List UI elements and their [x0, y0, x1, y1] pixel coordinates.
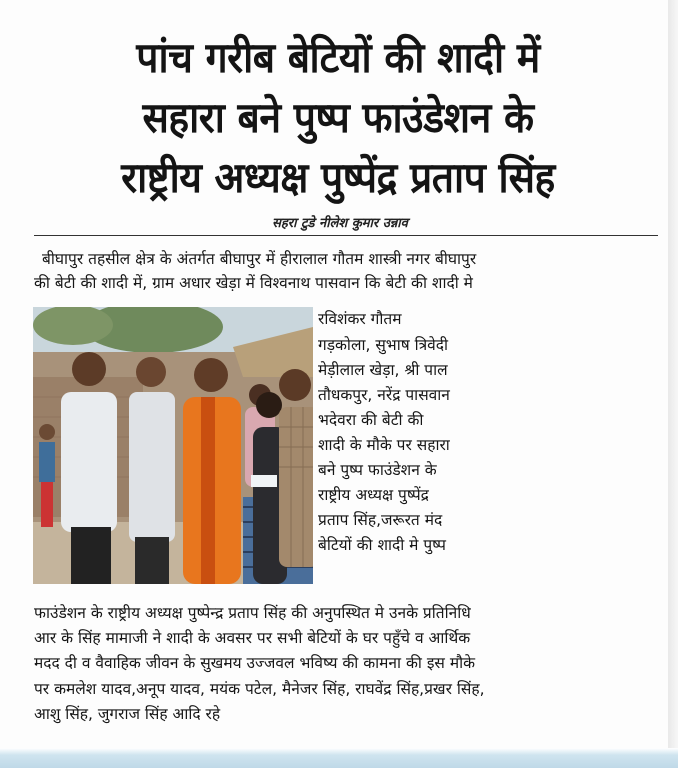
- body-line: प्रताप सिंह,जरूरत मंद: [318, 511, 443, 529]
- body-line: बेटियों की शादी मे पुष्प: [318, 536, 446, 554]
- body-line: गड़कोला, सुभाष त्रिवेदी: [318, 336, 449, 354]
- body-line: आशु सिंह, जुगराज सिंह आदि रहे: [34, 705, 221, 723]
- byline: सहरा टुडे नीलेश कुमार उन्नाव: [272, 216, 408, 231]
- body-line: तौधकपुर, नरेंद्र पासवान: [318, 386, 450, 404]
- news-photo: [33, 307, 313, 584]
- body-line: भदेवरा की बेटी की: [318, 411, 424, 429]
- body-line: की बेटी की शादी में, ग्राम अधार खेड़ा में विश्वनाथ पासवान कि बेटी की शादी मे: [34, 274, 473, 292]
- body-line: बने पुष्प फाउंडेशन के: [318, 461, 437, 479]
- page-bottom-band: [0, 748, 678, 768]
- body-line: मदद दी व वैवाहिक जीवन के सुखमय उज्जवल भविष्य की कामना की इस मौके: [34, 654, 476, 672]
- headline-line-2: सहारा बने पुष्प फाउंडेशन के: [142, 93, 534, 142]
- body-line: बीघापुर तहसील क्षेत्र के अंतर्गत बीघापुर में हीरालाल गौतम शास्त्री नगर बीघापुर: [42, 250, 477, 268]
- body-line: पर कमलेश यादव,अनूप यादव, मयंक पटेल, मैनेजर सिंह, राघवेंद्र सिंह,प्रखर सिंह,: [34, 680, 485, 698]
- body-line: शादी के मौके पर सहारा: [318, 436, 450, 454]
- body-line: रविशंकर गौतम: [318, 310, 402, 328]
- byline-divider: [34, 235, 658, 236]
- body-line: आर के सिंह मामाजी ने शादी के अवसर पर सभी बेटियों के घर पहुँचे व आर्थिक: [34, 629, 471, 647]
- body-line: फाउंडेशन के राष्ट्रीय अध्यक्ष पुष्पेन्द्र प्रताप सिंह की अनुपस्थित मे उनके प्रतिनिधि: [34, 604, 471, 622]
- body-line: राष्ट्रीय अध्यक्ष पुष्पेंद्र: [318, 486, 429, 504]
- headline-line-3: राष्ट्रीय अध्यक्ष पुष्पेंद्र प्रताप सिंह: [121, 153, 555, 202]
- headline-line-1: पांच गरीब बेटियों की शादी में: [136, 33, 540, 82]
- body-line: मेड़ीलाल खेड़ा, श्री पाल: [318, 361, 448, 379]
- page-edge: [668, 0, 678, 768]
- headline: [22, 28, 654, 208]
